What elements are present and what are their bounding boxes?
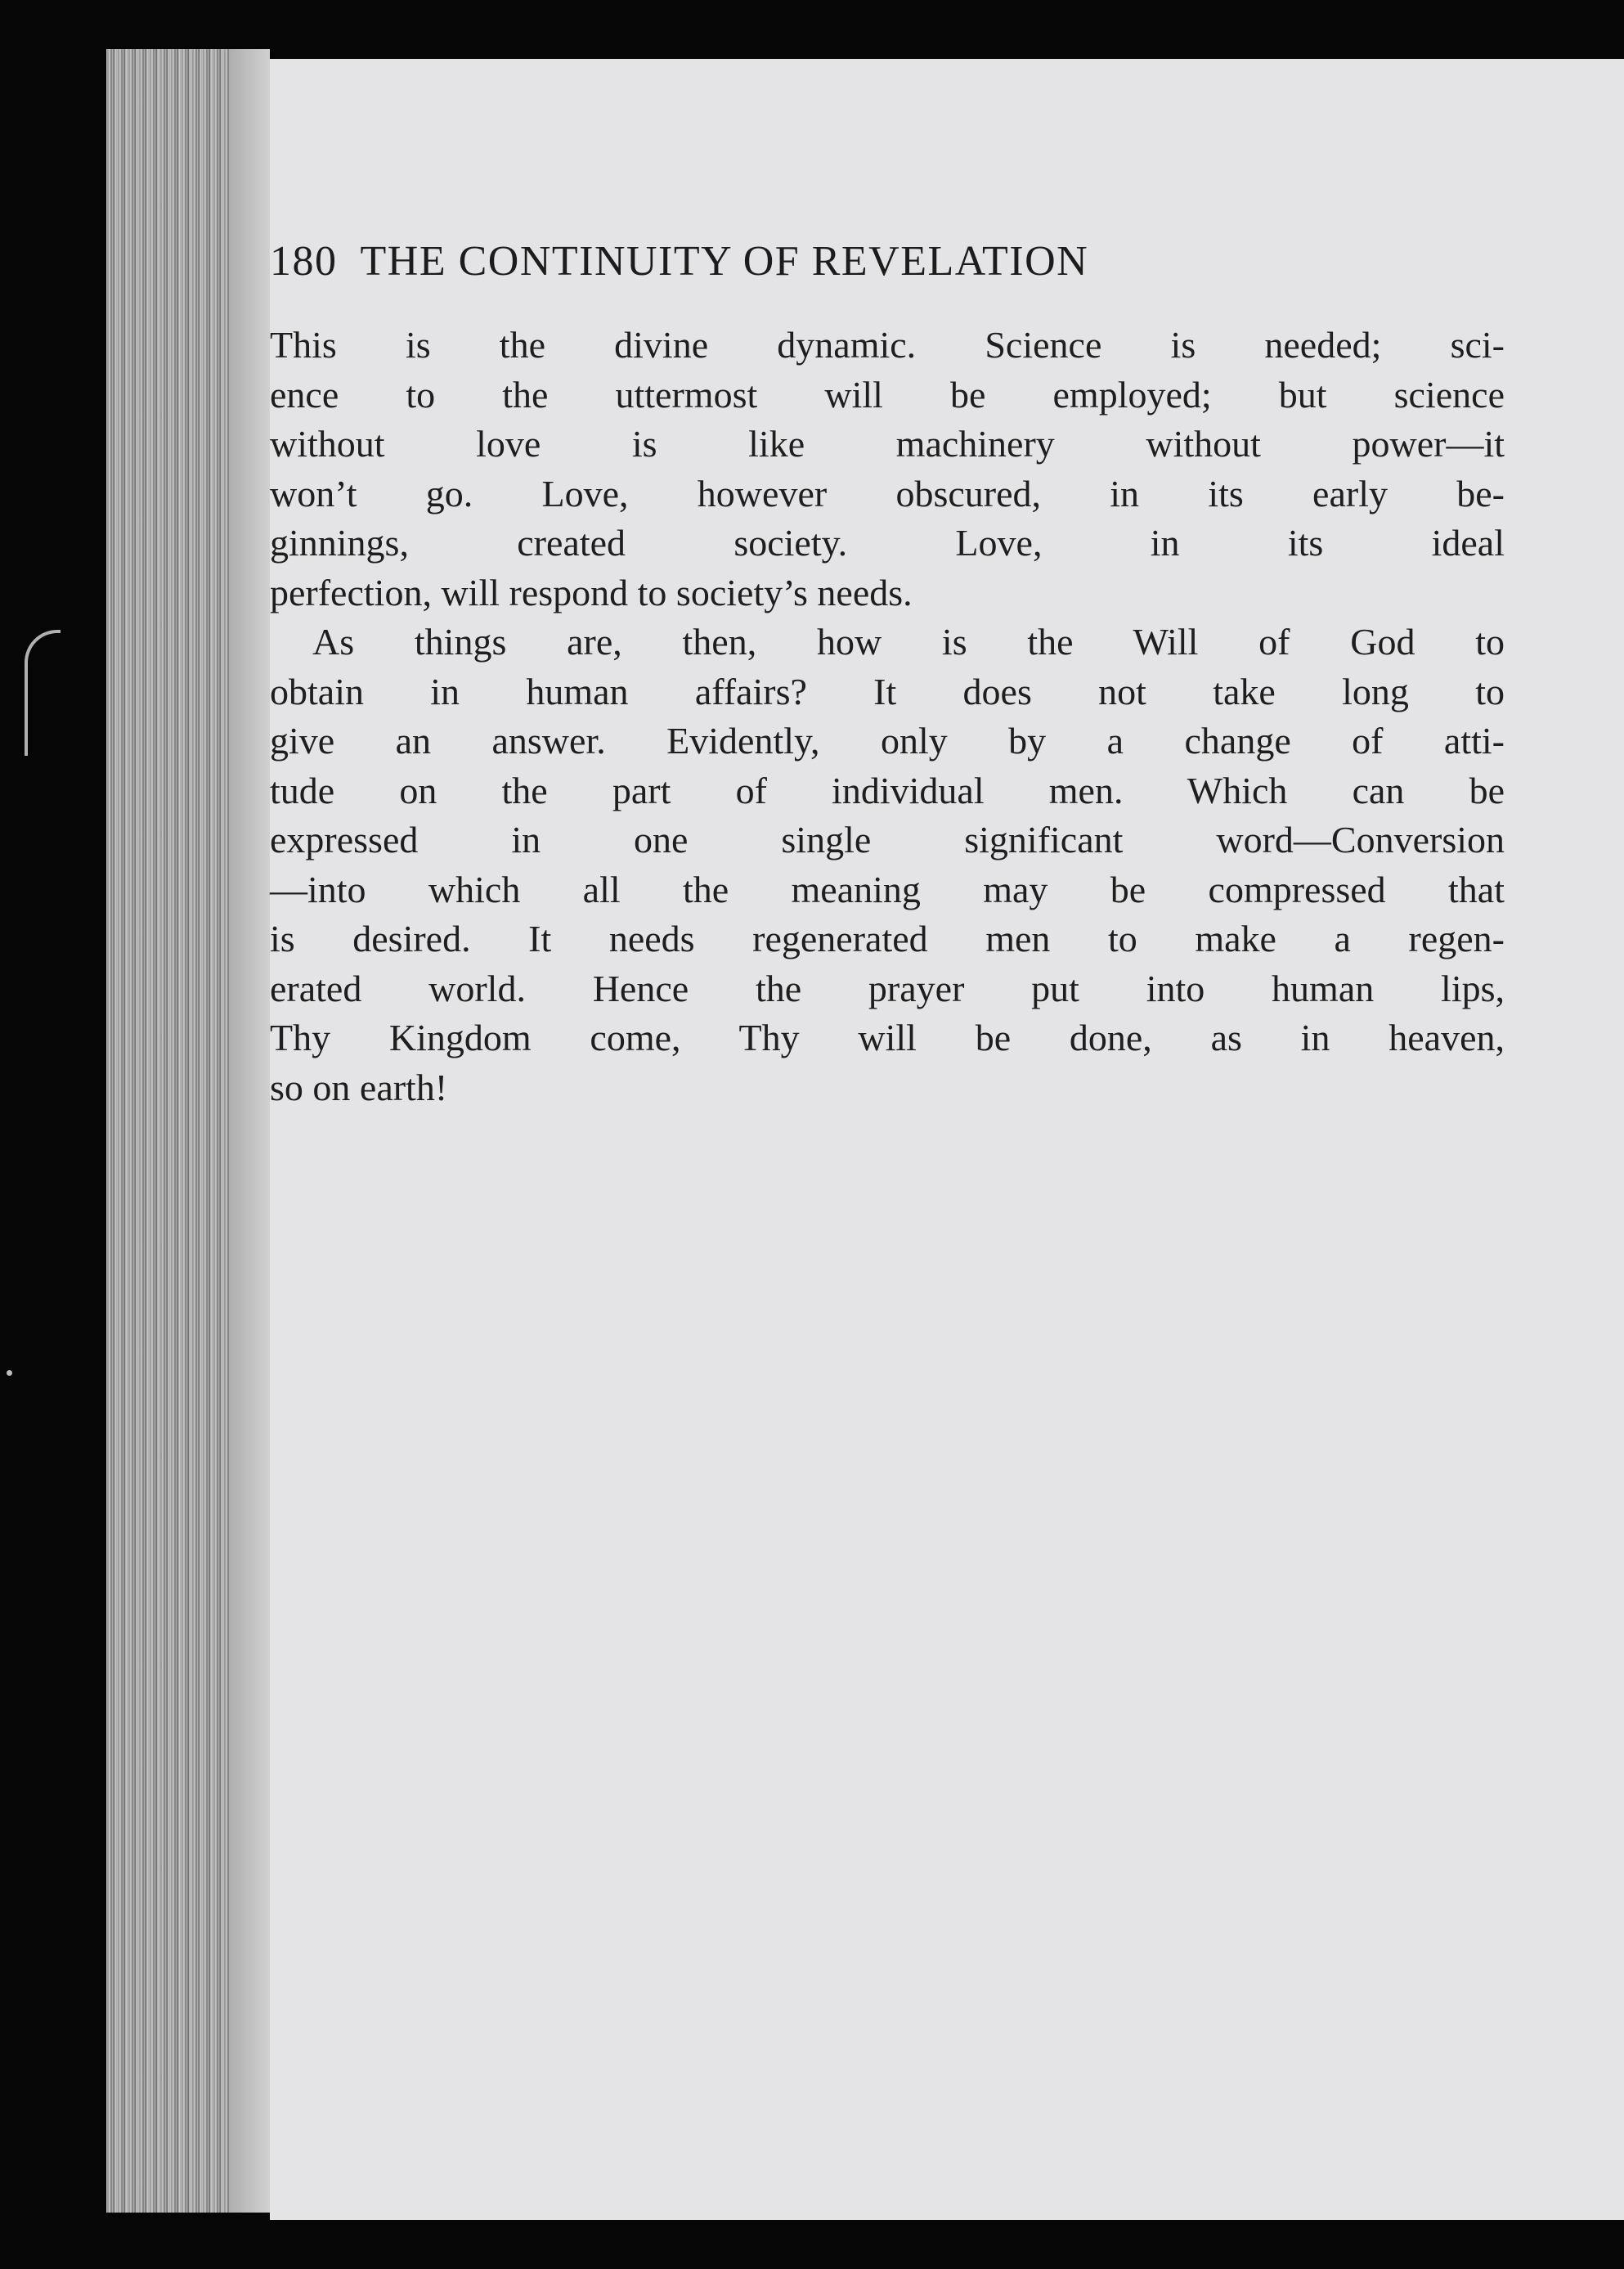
page-number: 180 xyxy=(270,238,338,285)
text-line: obtain in human affairs? It does not take long to xyxy=(270,670,1505,712)
running-header xyxy=(270,237,1480,285)
text-line: is desired. It needs regenerated men to make a regen- xyxy=(270,918,1505,959)
text-line: won’t go. Love, however obscured, in its early be- xyxy=(270,472,1505,514)
text-line: This is the divine dynamic. Science is needed; sci- xyxy=(270,324,1505,366)
text-line: As things are, then, how is the Will of God to xyxy=(312,621,1505,663)
running-title: THE CONTINUITY OF REVELATION xyxy=(360,238,1089,285)
text-line: Thy Kingdom come, Thy will be done, as in heaven, xyxy=(270,1017,1505,1058)
page-edges xyxy=(106,49,270,2213)
text-line: erated world. Hence the prayer put into human lips, xyxy=(270,967,1505,1009)
dust-speck xyxy=(7,1370,12,1376)
body-text xyxy=(270,321,1505,1112)
text-line: ginnings, created society. Love, in its ideal xyxy=(270,522,1505,564)
text-line: —into which all the meaning may be compressed that xyxy=(270,868,1505,910)
text-line: ence to the uttermost will be employed; but science xyxy=(270,373,1505,416)
bookmark-ribbon xyxy=(25,630,61,756)
paragraph xyxy=(270,321,1505,618)
text-line: so on earth! xyxy=(270,1066,448,1108)
paragraph xyxy=(270,618,1505,1112)
text-line: perfection, will respond to society’s needs. xyxy=(270,571,913,613)
text-line: give an answer. Evidently, only by a change of atti- xyxy=(270,720,1505,762)
text-line: expressed in one single significant word—Conversion xyxy=(270,819,1505,860)
text-line: tude on the part of individual men. Which can be xyxy=(270,769,1505,811)
text-line: without love is like machinery without power—it xyxy=(270,423,1505,465)
